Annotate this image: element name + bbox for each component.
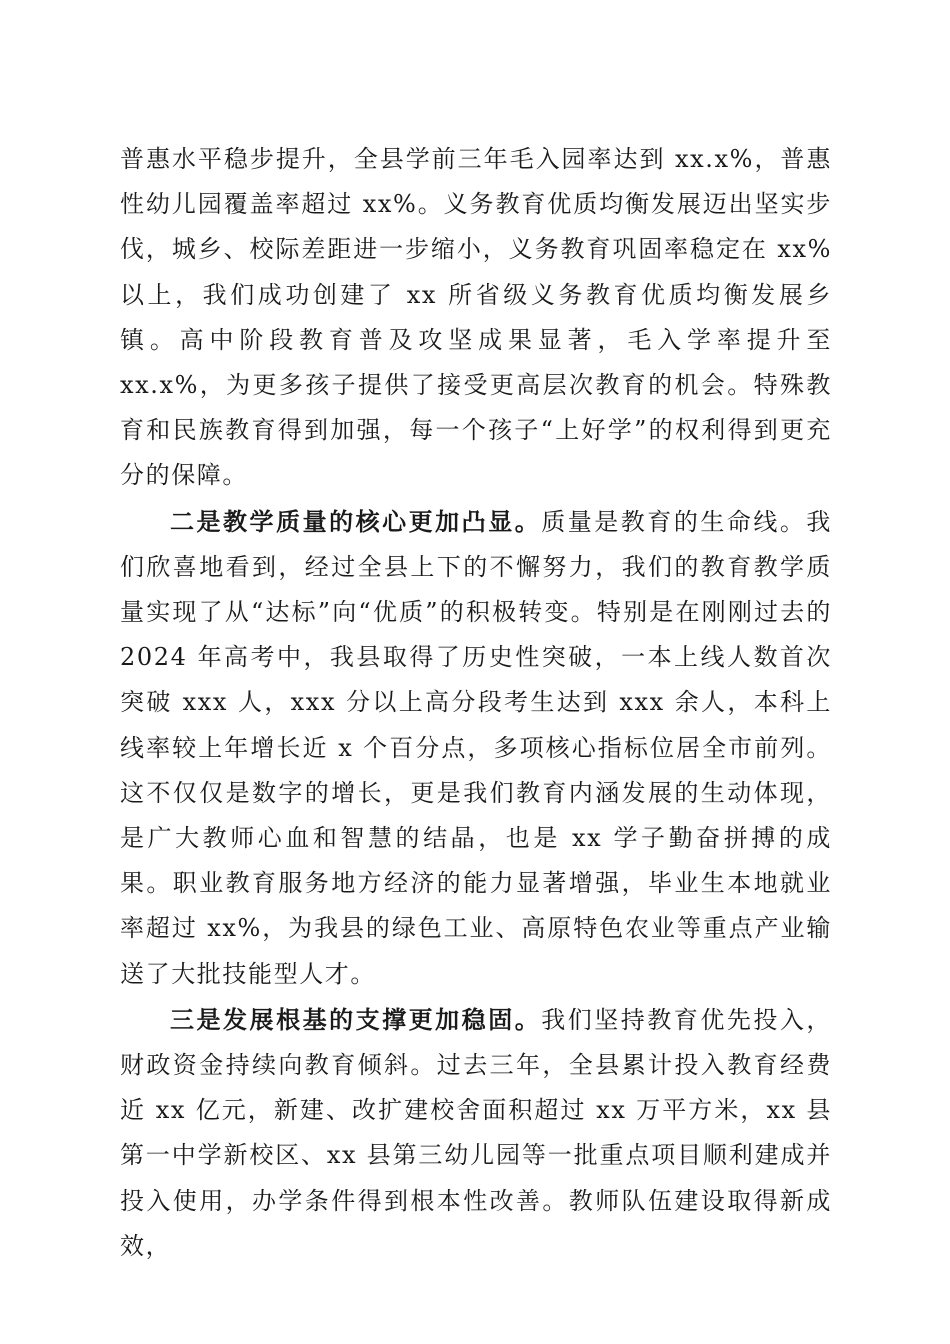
paragraph-text: 普惠水平稳步提升，全县学前三年毛入园率达到 xx.x%，普惠性幼儿园覆盖率超过 xx%。义务教育优质均衡发展迈出坚实步伐，城乡、校际差距进一步缩小，义务教育巩固率稳定在 xx%以上，我们成功创建了 xx 所省级义务教育优质均衡发展乡镇。高中阶段教育普及攻坚成果显著，毛入学率提升至 xx.x%，为更多孩子提供了接受更高层次教育的机会。特殊教育和民族教育得到加强，每一个孩子“上好学”的权利得到更充分的保障。 — [120, 145, 832, 490]
paragraph-foundation-support — [120, 997, 832, 1269]
paragraph-lead-heading: 三是发展根基的支撑更加稳固。 — [170, 1004, 542, 1034]
paragraph-teaching-quality — [120, 499, 832, 997]
paragraph-text: 质量是教育的生命线。我们欣喜地看到，经过全县上下的不懈努力，我们的教育教学质量实现了从“达标”向“优质”的积极转变。特别是在刚刚过去的 2024 年高考中，我县取得了历史性突破，一本上线人数首次突破 xxx 人，xxx 分以上高分段考生达到 xxx 余人，本科上线率较上年增长近 x 个百分点，多项核心指标位居全市前列。这不仅仅是数字的增长，更是我们教育内涵发展的生动体现，是广大教师心血和智慧的结晶，也是 xx 学子勤奋拼搏的成果。职业教育服务地方经济的能力显著增强，毕业生本地就业率超过 xx%，为我县的绿色工业、高原特色农业等重点产业输送了大批技能型人才。 — [120, 507, 832, 988]
paragraph-continuation — [120, 137, 832, 499]
paragraph-lead-heading: 二是教学质量的核心更加凸显。 — [170, 506, 542, 536]
paragraph-text: 我们坚持教育优先投入，财政资金持续向教育倾斜。过去三年，全县累计投入教育经费近 xx 亿元，新建、改扩建校舍面积超过 xx 万平方米，xx 县第一中学新校区、xx 县第三幼儿园等一批重点项目顺利建成并投入使用，办学条件得到根本性改善。教师队伍建设取得新成效， — [120, 1005, 832, 1260]
document-page — [120, 137, 832, 1269]
